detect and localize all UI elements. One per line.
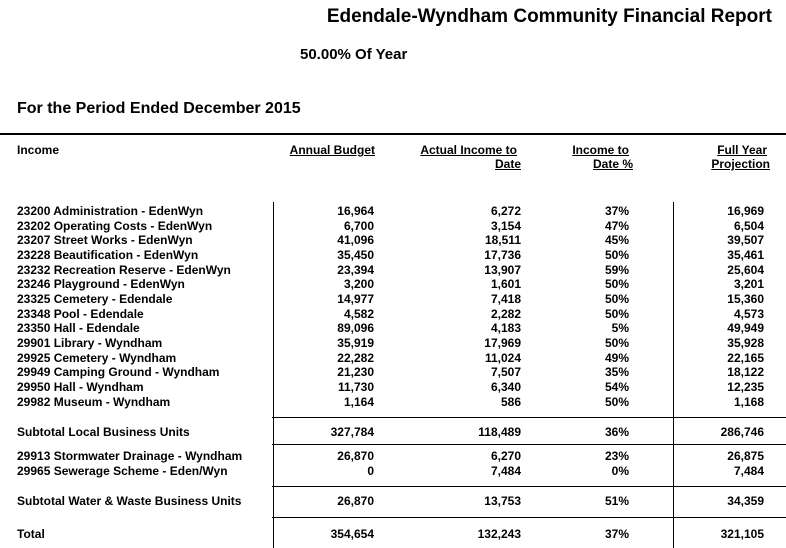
account-name: 29965 Sewerage Scheme - Eden/Wyn bbox=[17, 463, 228, 478]
actual-income: 7,418 bbox=[490, 292, 521, 307]
account-name: 29901 Library - Wyndham bbox=[17, 336, 163, 351]
annual-budget: 35,450 bbox=[337, 248, 374, 262]
actual-income: 18,511 bbox=[484, 233, 521, 248]
table-row bbox=[0, 464, 786, 478]
annual-budget: 26,870 bbox=[337, 449, 374, 463]
income-pct: 45% bbox=[604, 233, 629, 248]
income-pct: 37% bbox=[604, 204, 629, 218]
annual-budget: 327,784 bbox=[330, 425, 374, 439]
income-pct: 37% bbox=[604, 527, 629, 541]
annual-budget: 23,394 bbox=[337, 262, 374, 277]
actual-income: 17,969 bbox=[484, 336, 521, 351]
full-year-projection: 12,235 bbox=[727, 380, 764, 395]
actual-income: 586 bbox=[500, 394, 521, 409]
row-separator bbox=[272, 517, 786, 518]
account-name: 23200 Administration - EdenWyn bbox=[17, 204, 204, 218]
col-header-pct-l2: Date % bbox=[592, 157, 633, 171]
account-name: 23232 Recreation Reserve - EdenWyn bbox=[17, 262, 231, 277]
annual-budget: 1,164 bbox=[343, 394, 374, 409]
full-year-projection: 34,359 bbox=[727, 494, 764, 508]
annual-budget: 6,700 bbox=[343, 218, 374, 233]
table-row bbox=[0, 204, 786, 218]
report-period: For the Period Ended December 2015 bbox=[17, 100, 301, 117]
full-year-projection: 321,105 bbox=[720, 527, 764, 541]
income-pct: 23% bbox=[604, 449, 629, 463]
income-pct: 50% bbox=[604, 277, 629, 292]
full-year-projection: 22,165 bbox=[727, 350, 764, 365]
full-year-projection: 18,122 bbox=[727, 365, 764, 380]
income-pct: 47% bbox=[604, 218, 629, 233]
annual-budget: 3,200 bbox=[343, 277, 374, 292]
annual-budget: 26,870 bbox=[337, 494, 374, 508]
table-row bbox=[0, 336, 786, 350]
account-name: 23202 Operating Costs - EdenWyn bbox=[17, 218, 213, 233]
table-row bbox=[0, 219, 786, 233]
table-row bbox=[0, 365, 786, 379]
full-year-projection: 26,875 bbox=[727, 449, 764, 463]
table-row bbox=[0, 449, 786, 463]
full-year-projection: 16,969 bbox=[727, 204, 764, 218]
annual-budget: 16,964 bbox=[337, 204, 374, 218]
annual-budget: 35,919 bbox=[337, 336, 374, 351]
actual-income: 7,484 bbox=[490, 463, 521, 478]
report-title: Edendale-Wyndham Community Financial Report bbox=[326, 6, 772, 27]
col-header-annual-budget: Annual Budget bbox=[289, 143, 375, 157]
income-pct: 5% bbox=[611, 321, 629, 336]
annual-budget: 21,230 bbox=[337, 365, 374, 380]
actual-income: 1,601 bbox=[490, 277, 521, 292]
total-row bbox=[0, 527, 786, 541]
year-percentage: 50.00% Of Year bbox=[300, 46, 408, 63]
income-pct: 36% bbox=[604, 425, 629, 439]
table-row bbox=[0, 321, 786, 335]
actual-income: 13,907 bbox=[484, 262, 521, 277]
full-year-projection: 3,201 bbox=[733, 277, 764, 292]
table-row bbox=[0, 248, 786, 262]
actual-income: 3,154 bbox=[490, 218, 521, 233]
actual-income: 6,272 bbox=[490, 204, 521, 218]
full-year-projection: 4,573 bbox=[733, 306, 764, 321]
account-name: 23348 Pool - Edendale bbox=[17, 306, 144, 321]
account-name: 23325 Cemetery - Edendale bbox=[17, 292, 173, 307]
full-year-projection: 1,168 bbox=[733, 394, 764, 409]
annual-budget: 22,282 bbox=[337, 350, 374, 365]
income-pct: 50% bbox=[604, 336, 629, 351]
table-row bbox=[0, 351, 786, 365]
account-name: 29913 Stormwater Drainage - Wyndham bbox=[17, 449, 243, 463]
actual-income: 6,340 bbox=[490, 380, 521, 395]
income-heading: Income bbox=[17, 143, 60, 157]
account-name: 29949 Camping Ground - Wyndham bbox=[17, 365, 220, 380]
annual-budget: 41,096 bbox=[337, 233, 374, 248]
annual-budget: 4,582 bbox=[343, 306, 374, 321]
full-year-projection: 6,504 bbox=[733, 218, 764, 233]
income-pct: 50% bbox=[604, 394, 629, 409]
col-header-proj-l1: Full Year bbox=[717, 143, 767, 157]
table-row bbox=[0, 395, 786, 409]
income-pct: 50% bbox=[604, 292, 629, 307]
actual-income: 11,024 bbox=[484, 350, 521, 365]
actual-income: 4,183 bbox=[490, 321, 521, 336]
income-pct: 49% bbox=[604, 350, 629, 365]
subtotal-row-water bbox=[0, 494, 786, 508]
col-header-actual-l1: Actual Income to bbox=[420, 143, 517, 157]
annual-budget: 89,096 bbox=[337, 321, 374, 336]
full-year-projection: 15,360 bbox=[727, 292, 764, 307]
income-pct: 54% bbox=[604, 380, 629, 395]
table-row bbox=[0, 380, 786, 394]
table-row bbox=[0, 263, 786, 277]
income-pct: 51% bbox=[604, 494, 629, 508]
income-pct: 0% bbox=[611, 463, 629, 478]
account-name: 23207 Street Works - EdenWyn bbox=[17, 233, 193, 248]
row-separator bbox=[272, 444, 786, 445]
full-year-projection: 35,928 bbox=[727, 336, 764, 351]
full-year-projection: 35,461 bbox=[727, 248, 764, 262]
income-pct: 50% bbox=[604, 248, 629, 262]
account-name: 29982 Museum - Wyndham bbox=[17, 394, 171, 409]
annual-budget: 354,654 bbox=[330, 527, 374, 541]
table-row bbox=[0, 292, 786, 306]
header-divider bbox=[0, 133, 786, 135]
annual-budget: 0 bbox=[367, 463, 374, 478]
actual-income: 7,507 bbox=[490, 365, 521, 380]
income-pct: 50% bbox=[604, 306, 629, 321]
col-header-pct-l1: Income to bbox=[572, 143, 629, 157]
col-header-actual-l2: Date bbox=[494, 157, 521, 171]
income-pct: 35% bbox=[604, 365, 629, 380]
actual-income: 13,753 bbox=[484, 494, 521, 508]
actual-income: 2,282 bbox=[490, 306, 521, 321]
row-separator bbox=[272, 486, 786, 487]
full-year-projection: 25,604 bbox=[727, 262, 764, 277]
table-row bbox=[0, 277, 786, 291]
account-name: Total bbox=[17, 527, 45, 541]
income-pct: 59% bbox=[604, 262, 629, 277]
account-name: 29925 Cemetery - Wyndham bbox=[17, 350, 177, 365]
table-row bbox=[0, 307, 786, 321]
table-row bbox=[0, 233, 786, 247]
account-name: 29950 Hall - Wyndham bbox=[17, 380, 144, 395]
annual-budget: 11,730 bbox=[337, 380, 374, 395]
row-separator bbox=[272, 417, 786, 418]
account-name: 23350 Hall - Edendale bbox=[17, 321, 140, 336]
actual-income: 132,243 bbox=[477, 527, 521, 541]
col-header-proj-l2: Projection bbox=[711, 157, 770, 171]
full-year-projection: 49,949 bbox=[727, 321, 764, 336]
account-name: Subtotal Local Business Units bbox=[17, 425, 190, 439]
actual-income: 118,489 bbox=[478, 425, 521, 439]
annual-budget: 14,977 bbox=[337, 292, 374, 307]
subtotal-row-local bbox=[0, 425, 786, 439]
account-name: Subtotal Water & Waste Business Units bbox=[17, 494, 242, 508]
full-year-projection: 286,746 bbox=[720, 425, 764, 439]
account-name: 23246 Playground - EdenWyn bbox=[17, 277, 185, 292]
actual-income: 6,270 bbox=[490, 449, 521, 463]
full-year-projection: 39,507 bbox=[727, 233, 764, 248]
actual-income: 17,736 bbox=[484, 248, 521, 262]
account-name: 23228 Beautification - EdenWyn bbox=[17, 248, 199, 262]
full-year-projection: 7,484 bbox=[733, 463, 764, 478]
